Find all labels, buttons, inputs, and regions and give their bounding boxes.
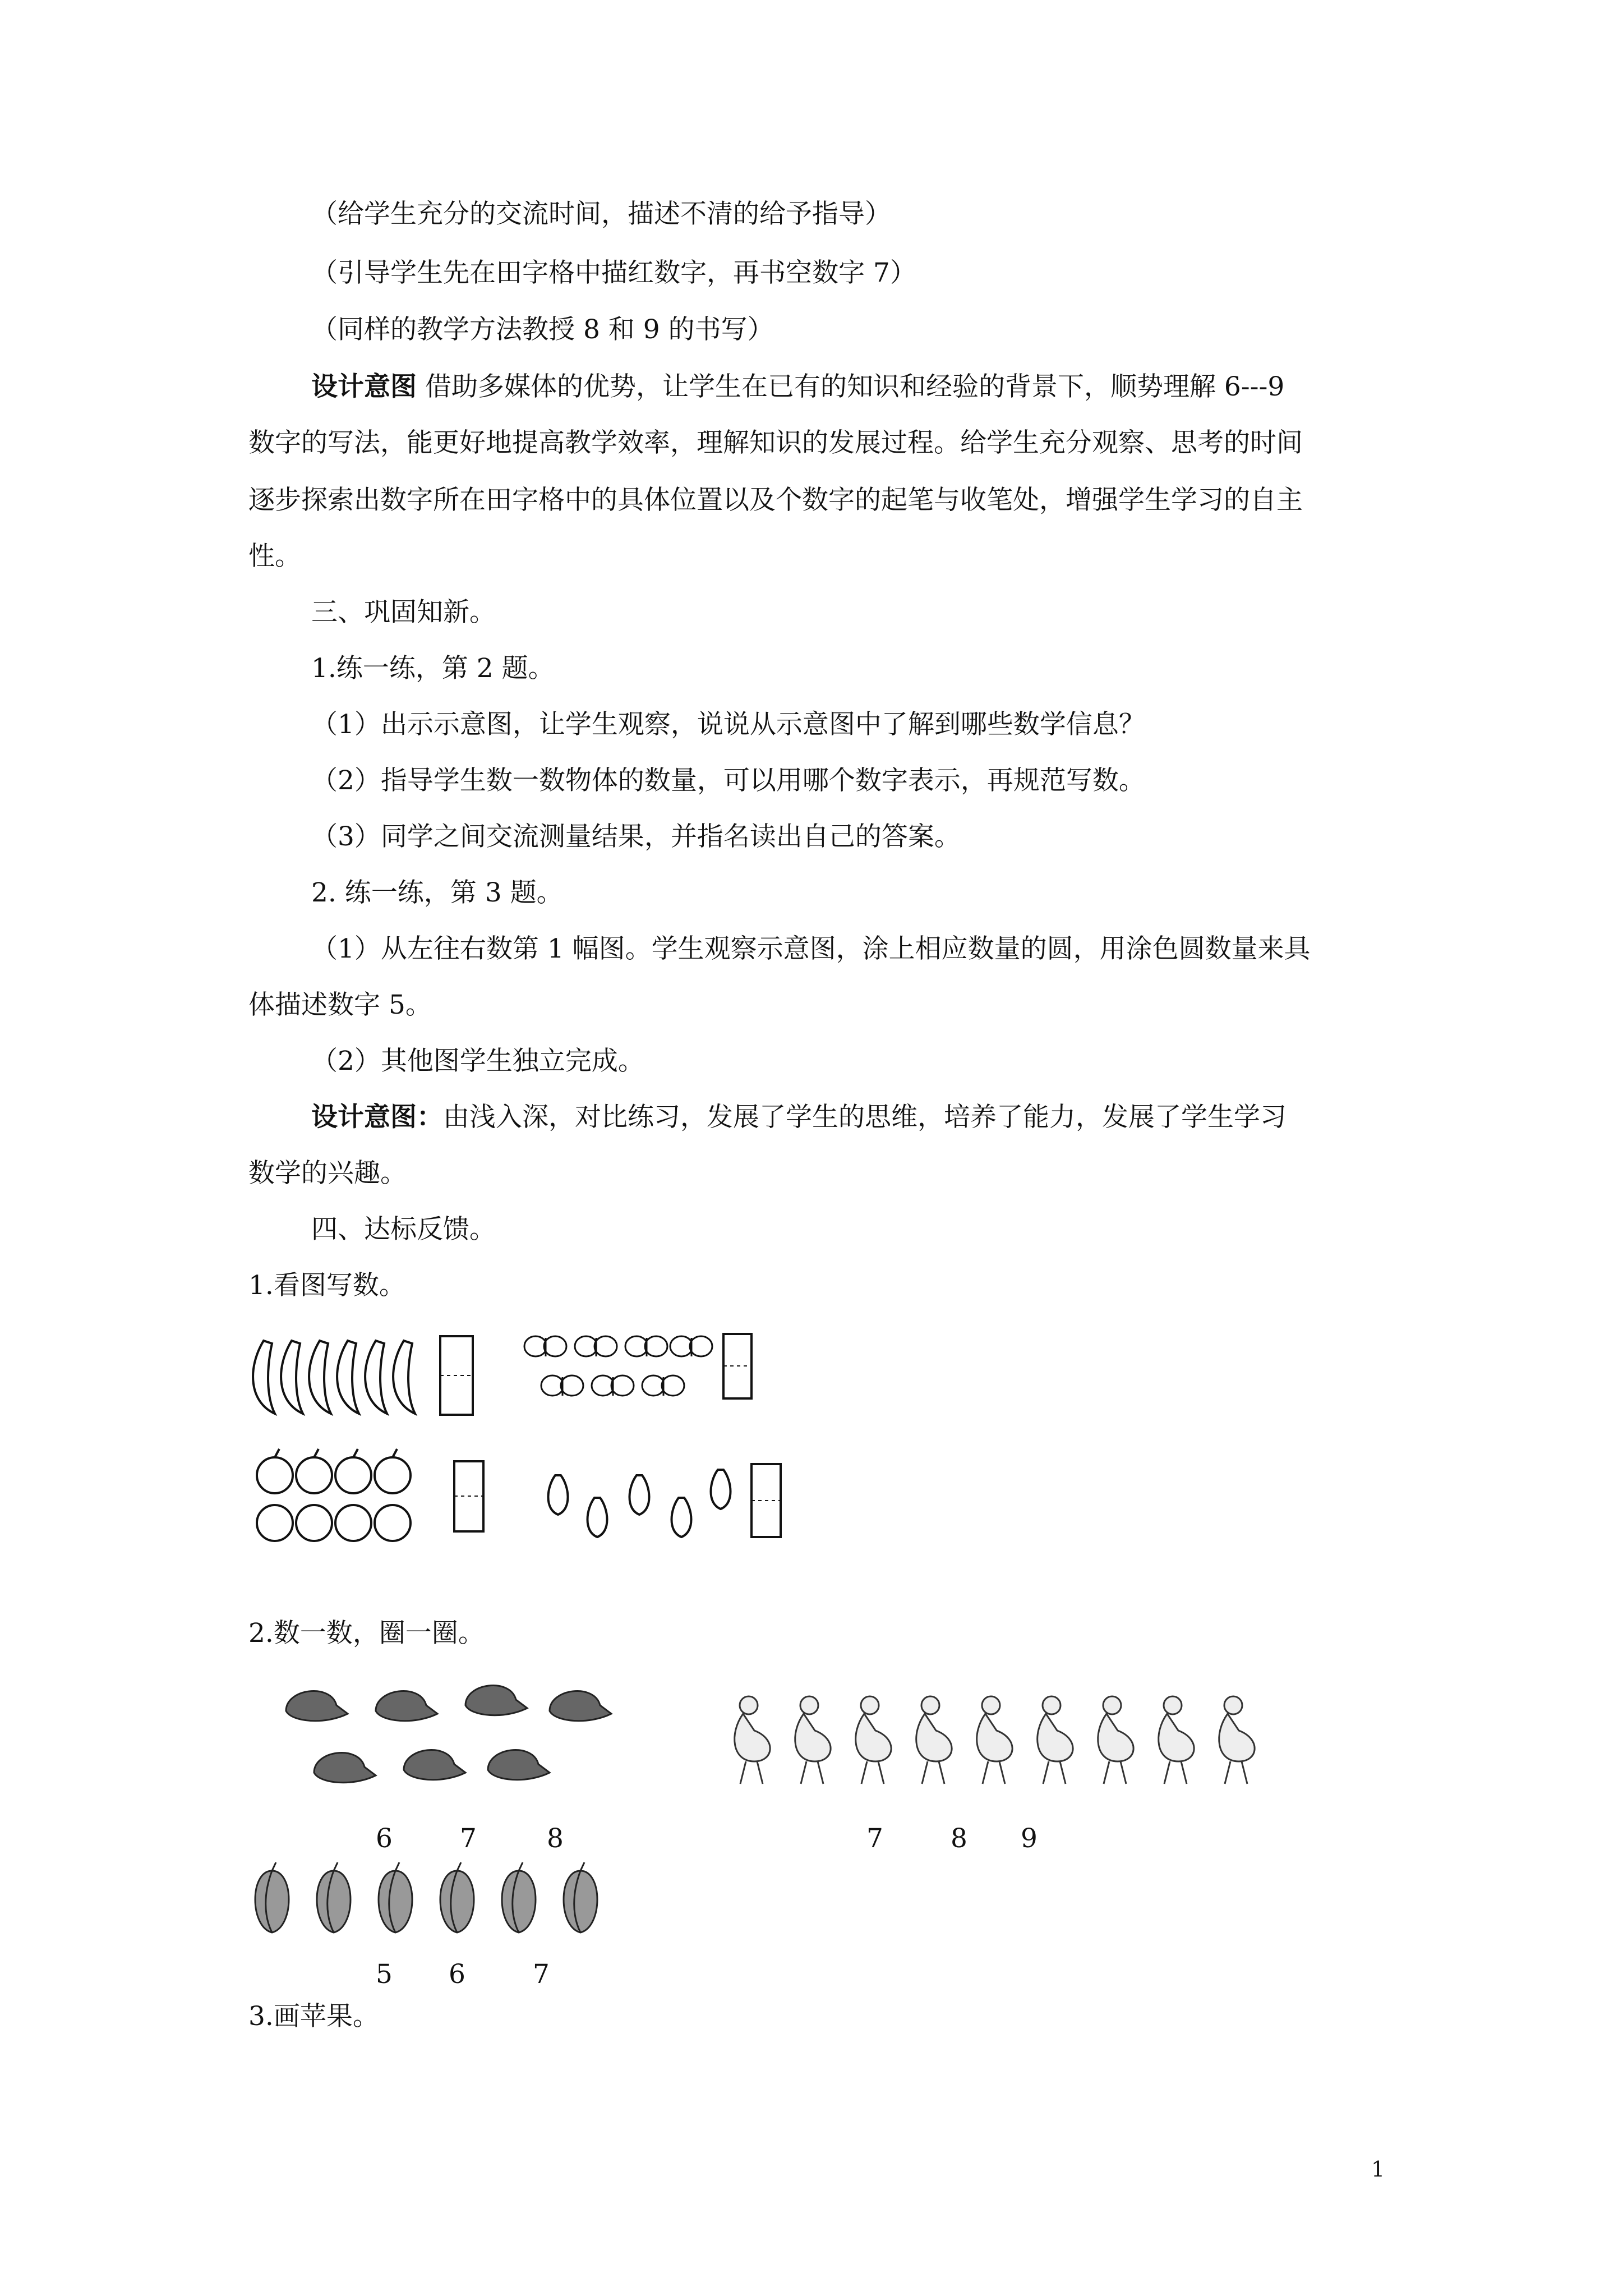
bananas-figure	[247, 1329, 482, 1425]
section-heading-consolidate: 三、巩固知新。	[311, 597, 496, 628]
page-number: 1	[1371, 2157, 1385, 2182]
answer-box	[454, 1461, 483, 1531]
design-intent-text: 由浅入深，对比练习，发展了学生的思维，培养了能力，发展了学生学习	[443, 1102, 1287, 1133]
design-intent-1-line-3: 逐步探索出数字所在田字格中的具体位置以及个数字的起笔与收笔处，增强学生学习的自主	[248, 485, 1303, 516]
answer-box	[723, 1334, 751, 1398]
design-intent-1-line-1	[311, 370, 1284, 404]
practice-1-step-3: （3）同学之间交流测量结果，并指名读出自己的答案。	[311, 821, 961, 852]
practice-2-heading: 2. 练一练，第 3 题。	[311, 877, 563, 908]
ducks-figure	[721, 1688, 1281, 1795]
apples-option-7[interactable]: 7	[533, 1959, 550, 1990]
apples-outline-figure	[247, 1444, 499, 1551]
section-heading-feedback: 四、达标反馈。	[311, 1214, 496, 1245]
practice-2-step-2: （2）其他图学生独立完成。	[311, 1046, 644, 1076]
design-intent-1-line-2: 数字的写法，能更好地提高教学效率，理解知识的发展过程。给学生充分观察、思考的时间	[248, 427, 1303, 458]
practice-2-step-1-line-1: （1）从左往右数第 1 幅图。学生观察示意图，涂上相应数量的圆，用涂色圆数量来具	[311, 933, 1311, 964]
design-intent-label: 设计意图	[311, 371, 417, 402]
question-3-heading: 3.画苹果。	[248, 2001, 379, 2032]
answer-box	[751, 1464, 781, 1537]
design-intent-2-line-1	[311, 1101, 1287, 1134]
practice-1-step-2: （2）指导学生数一数物体的数量，可以用哪个数字表示，再规范写数。	[311, 765, 1145, 796]
design-intent-2-line-2: 数学的兴趣。	[248, 1158, 407, 1189]
pears-figure	[538, 1453, 791, 1554]
apples-option-5[interactable]: 5	[376, 1959, 393, 1990]
apples-option-6[interactable]: 6	[449, 1959, 465, 1990]
note-exchange-time: （给学生充分的交流时间，描述不清的给予指导）	[311, 199, 891, 229]
question-2-heading: 2.数一数，圈一圈。	[248, 1618, 485, 1649]
design-intent-label: 设计意图：	[311, 1102, 443, 1133]
practice-1-step-1: （1）出示示意图，让学生观察，说说从示意图中了解到哪些数学信息？	[311, 709, 1145, 740]
hats-option-7[interactable]: 7	[460, 1823, 477, 1854]
note-trace-digits: （引导学生先在田字格中描红数字，再书空数字 7）	[311, 257, 916, 288]
hats-option-8[interactable]: 8	[547, 1823, 564, 1854]
hats-option-6[interactable]: 6	[376, 1823, 393, 1854]
practice-2-step-1-line-2: 体描述数字 5。	[248, 990, 432, 1020]
design-intent-1-line-4: 性。	[248, 541, 301, 572]
ducks-option-9[interactable]: 9	[1021, 1823, 1038, 1854]
butterflies-figure	[513, 1324, 760, 1419]
design-intent-text: 借助多媒体的优势，让学生在已有的知识和经验的背景下，顺势理解 6---9	[425, 371, 1285, 402]
note-same-method: （同样的教学方法教授 8 和 9 的书写）	[311, 314, 774, 345]
apples-shaded-figure	[247, 1860, 628, 1944]
hats-figure	[275, 1672, 617, 1806]
ducks-option-7[interactable]: 7	[866, 1823, 883, 1854]
practice-1-heading: 1.练一练，第 2 题。	[311, 653, 555, 684]
ducks-option-8[interactable]: 8	[951, 1823, 967, 1854]
answer-box	[440, 1336, 473, 1415]
question-1-heading: 1.看图写数。	[248, 1270, 405, 1301]
